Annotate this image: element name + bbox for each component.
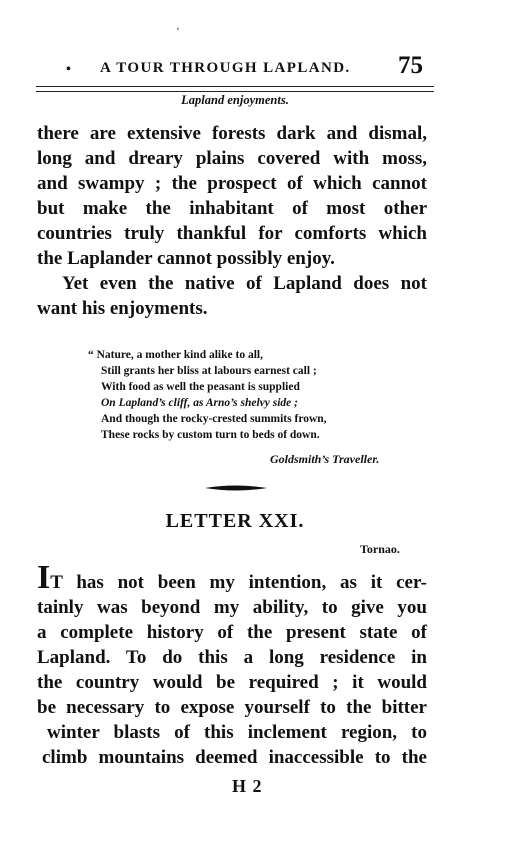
signature-mark: H 2 [232, 776, 263, 796]
letter-first-line-text: T has not been my intention, as it cer- [50, 572, 427, 593]
verse-line: These rocks by custom turn to beds of down. [101, 429, 320, 441]
verse-line: “ Nature, a mother kind alike to all, [88, 349, 263, 361]
body-line: the Laplander cannot possibly enjoy. [37, 248, 335, 269]
letter-first-line [37, 559, 427, 598]
verse-line: Still grants her bliss at labours earnest call ; [101, 365, 317, 377]
body-line: there are extensive forests dark and dismal, [37, 123, 427, 144]
body-line: climb mountains deemed inaccessible to the [42, 747, 427, 768]
header-double-rule [36, 86, 434, 92]
body-line: Yet even the native of Lapland does not [62, 273, 427, 294]
body-line: winter blasts of this inclement region, to [47, 722, 427, 743]
running-head: A TOUR THROUGH LAPLAND. [100, 60, 351, 76]
verse-line: On Lapland’s cliff, as Arno’s shelvy side ; [101, 397, 298, 409]
body-line: Lapland. To do this a long residence in [37, 647, 427, 668]
body-line: and swampy ; the prospect of which cannot [37, 173, 427, 194]
page-speck: ʻ [176, 24, 180, 38]
body-line: want his enjoyments. [37, 298, 208, 319]
drop-cap: I [37, 559, 51, 596]
header-bullet: • [66, 62, 71, 77]
section-divider-ornament [205, 484, 267, 492]
body-line: a complete history of the present state of [37, 622, 427, 643]
body-line: be necessary to expose yourself to the bitter [37, 697, 427, 718]
section-subheading: Lapland enjoyments. [181, 93, 289, 107]
body-line: but make the inhabitant of most other [37, 198, 427, 219]
body-line: tainly was beyond my ability, to give you [37, 597, 427, 618]
body-line: countries truly thankful for comforts which [37, 223, 427, 244]
verse-line: With food as well the peasant is supplied [101, 381, 300, 393]
body-line: the country would be required ; it would [37, 672, 427, 693]
body-line: long and dreary plains covered with moss, [37, 148, 427, 169]
letter-place: Tornao. [360, 542, 400, 556]
page-number: 75 [398, 52, 423, 79]
letter-title: LETTER XXI. [165, 510, 305, 532]
quote-attribution: Goldsmith’s Traveller. [270, 452, 380, 466]
verse-line: And though the rocky-crested summits frown, [101, 413, 327, 425]
